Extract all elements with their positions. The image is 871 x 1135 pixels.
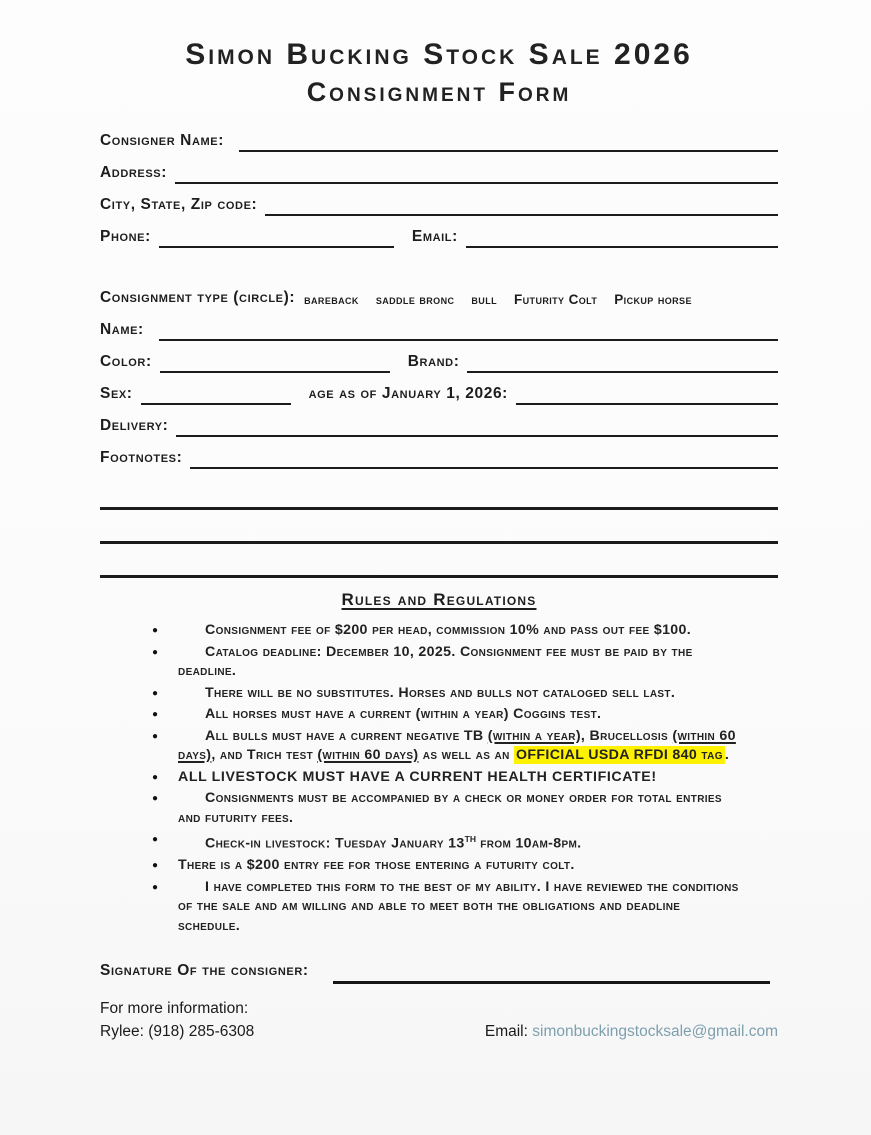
footer-contact-row bbox=[100, 1023, 778, 1041]
color-line bbox=[160, 349, 390, 373]
consignment-type-option: bareback bbox=[304, 292, 359, 307]
rule-item bbox=[152, 768, 740, 788]
bullet-icon: ● bbox=[152, 860, 159, 872]
signature-line bbox=[333, 960, 770, 984]
rule-item bbox=[152, 705, 740, 725]
email-line bbox=[466, 224, 778, 248]
rules-list bbox=[100, 621, 778, 936]
footer-phone: Rylee: (918) 285-6308 bbox=[100, 1023, 255, 1041]
consignment-type-option: bull bbox=[471, 292, 497, 307]
email-label: Email: bbox=[411, 228, 458, 245]
rule-item bbox=[152, 878, 740, 937]
blank-writing-line bbox=[100, 510, 778, 544]
brand-line bbox=[467, 349, 778, 373]
color-label: Color: bbox=[100, 353, 152, 370]
blank-writing-line bbox=[100, 476, 778, 510]
rule-item bbox=[152, 789, 740, 828]
rule-item bbox=[152, 643, 740, 682]
delivery-line bbox=[176, 413, 778, 437]
address-line bbox=[175, 160, 778, 184]
footer-email bbox=[485, 1023, 778, 1041]
rule-text: There is a $200 entry fee for those entering a futurity colt. bbox=[178, 857, 575, 874]
phone-line bbox=[159, 224, 394, 248]
footer-email-link[interactable]: simonbuckingstocksale@gmail.com bbox=[532, 1023, 778, 1041]
bullet-icon: ● bbox=[152, 625, 159, 636]
age-line bbox=[516, 381, 778, 405]
bullet-icon: ● bbox=[152, 771, 159, 783]
bullet-icon: ● bbox=[152, 646, 159, 658]
blank-writing-line bbox=[100, 544, 778, 578]
contact-fields-section bbox=[100, 120, 778, 469]
bullet-icon: ● bbox=[152, 881, 159, 893]
footer bbox=[100, 1000, 778, 1041]
rule-item bbox=[152, 684, 740, 704]
rule-text: All horses must have a current (within a year) Coggins test. bbox=[205, 706, 602, 722]
consignment-type-options bbox=[304, 292, 692, 309]
field-row-animal-name bbox=[100, 309, 778, 341]
phone-label: Phone: bbox=[100, 228, 151, 245]
rules-heading: Rules and Regulations bbox=[341, 590, 537, 609]
rule-item bbox=[152, 830, 740, 854]
signature-row bbox=[100, 950, 778, 984]
rule-text: There will be no substitutes. Horses and bulls not cataloged sell last. bbox=[205, 684, 676, 701]
city-state-zip-label: City, State, Zip code: bbox=[100, 196, 258, 213]
consignment-type-option: Pickup horse bbox=[614, 292, 692, 307]
city-state-zip-line bbox=[265, 192, 778, 216]
rule-text: ALL LIVESTOCK MUST HAVE A CURRENT HEALTH CERTIFICATE! bbox=[178, 768, 657, 785]
rule-item bbox=[152, 727, 740, 766]
consignment-type-option: Futurity Colt bbox=[514, 292, 598, 307]
animal-name-line bbox=[159, 317, 778, 341]
rule-item bbox=[152, 856, 740, 876]
page-title: Simon Bucking Stock Sale 2026 bbox=[185, 38, 693, 71]
footer-email-label: Email: bbox=[484, 1023, 528, 1041]
page-subtitle: Consignment Form bbox=[306, 77, 572, 107]
animal-name-label: Name: bbox=[100, 321, 144, 338]
delivery-label: Delivery: bbox=[100, 417, 169, 434]
field-row-city-state-zip bbox=[100, 184, 778, 216]
rule-text: Consignment fee of $200 per head, commission 10% and pass out fee $100. bbox=[205, 622, 692, 638]
field-row-footnotes bbox=[100, 437, 778, 469]
bullet-icon: ● bbox=[152, 687, 159, 699]
rule-text: Check-in livestock: Tuesday January 13TH from 10am-8pm. bbox=[205, 834, 582, 852]
field-row-delivery bbox=[100, 405, 778, 437]
rule-text: All bulls must have a current negative TB (within a year), Brucellosis (within 60 days), and Trich test (within 60 days) as well as an OFFICIAL USDA RFDI 840 tag . bbox=[178, 727, 736, 763]
brand-label: Brand: bbox=[407, 353, 460, 370]
sex-label: Sex: bbox=[100, 385, 133, 402]
field-row-consignment-type bbox=[100, 279, 778, 309]
address-label: Address: bbox=[100, 164, 167, 181]
rule-text: I have completed this form to the best of my ability. I have reviewed the conditions of the sale and am willing and able to meet both the obligations and deadline schedule. bbox=[178, 878, 739, 934]
field-row-address bbox=[100, 152, 778, 184]
bullet-icon: ● bbox=[152, 834, 159, 845]
bullet-icon: ● bbox=[152, 793, 159, 804]
consignment-type-option: saddle bronc bbox=[375, 292, 455, 307]
field-row-color-brand bbox=[100, 341, 778, 373]
sex-line bbox=[141, 381, 291, 405]
rule-text: Consignments must be accompanied by a check or money order for total entries and futurity fees. bbox=[178, 790, 722, 826]
rule-item bbox=[152, 621, 740, 641]
consigner-name-label: Consigner Name: bbox=[100, 132, 224, 149]
bullet-icon: ● bbox=[152, 709, 159, 720]
field-row-sex-age bbox=[100, 373, 778, 405]
field-row-consigner-name bbox=[100, 120, 778, 152]
footnotes-label: Footnotes: bbox=[100, 449, 183, 466]
consigner-name-line bbox=[239, 128, 778, 152]
rule-text: Catalog deadline: December 10, 2025. Consignment fee must be paid by the deadline. bbox=[178, 643, 693, 679]
bullet-icon: ● bbox=[152, 730, 159, 742]
footer-info-line: For more information: bbox=[100, 1000, 249, 1018]
footnotes-line bbox=[190, 445, 778, 469]
consignment-type-label: Consignment type (circle): bbox=[100, 289, 296, 306]
field-row-phone-email bbox=[100, 216, 778, 248]
age-label: age as of January 1, 2026: bbox=[308, 385, 508, 402]
signature-label: Signature Of the consigner: bbox=[100, 962, 309, 980]
footnotes-extra-lines bbox=[100, 476, 778, 578]
